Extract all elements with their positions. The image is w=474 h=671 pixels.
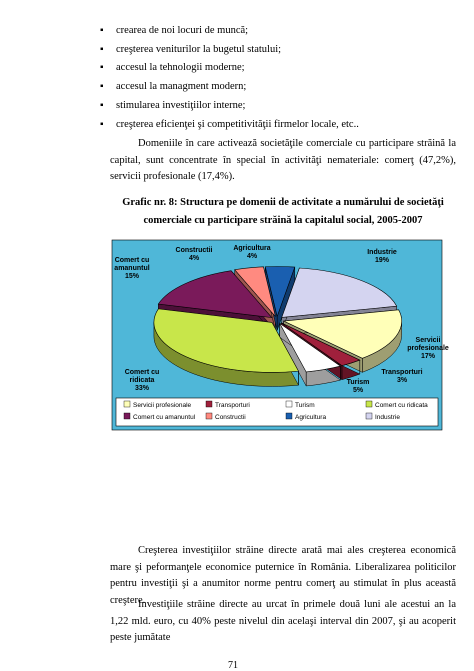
slice-label-comert-cu-amanuntul: Comert cu amanuntul 15%: [114, 257, 150, 280]
paragraph-growth: Creşterea investiţiilor străine directe arată mai ales creşterea economică mare şi peformanţele economice puternice în România. Liberalizarea politicilor pentru investiţii şi a anumitor norme pentru comerţ au stimulat în plus această creştere.: [110, 545, 456, 606]
legend-label-comert-cu-amanuntul: Comert cu amanuntul: [133, 414, 196, 421]
legend-label-agricultura: Agricultura: [295, 414, 327, 421]
chart-caption: [110, 194, 456, 230]
slice-label-industrie: Industrie 19%: [367, 249, 397, 264]
caption-line-2: comerciale cu participare străină la capitalul social, 2005-2007: [143, 215, 423, 226]
legend-label-comert-cu-ridicata: Comert cu ridicata: [375, 402, 428, 409]
pie-chart: [112, 240, 449, 430]
paragraph-investments: Investiţiile străine directe au urcat în primele două luni ale acestui an la 1,22 mld. euro, cu 40% peste nivelul din acelaşi interval din 2007, şi au acoperit peste jumătate: [110, 599, 456, 643]
list-item: ▪ accesul la managment modern;: [100, 78, 460, 97]
slice-label-turism: Turism 5%: [346, 379, 370, 394]
legend-label-servicii-profesionale: Servicii profesionale: [133, 402, 192, 409]
legend-swatch-industrie: [366, 413, 372, 419]
paragraph-domains: Domeniile în care activează societăţile comerciale cu participare străină la capital, sunt concentrate în special în activităţi nemateriale: comerţ (47,2%), servicii profesionale (17,4%).: [110, 138, 456, 182]
slice-label-agricultura: Agricultura 4%: [233, 245, 271, 260]
bullet-list: [100, 22, 460, 134]
page-number: 71: [228, 660, 238, 671]
list-item: ▪ creşterea eficienţei şi competitivităţii firmelor locale, etc..: [100, 116, 460, 135]
slice-label-comert-cu-ridicata: Comert cu ridicata 33%: [124, 369, 160, 392]
list-item: ▪ accesul la tehnologii moderne;: [100, 59, 460, 78]
legend-label-constructii: Constructii: [215, 414, 246, 421]
chart-legend: [116, 398, 438, 426]
legend-swatch-comert-cu-amanuntul: [124, 413, 130, 419]
legend-swatch-agricultura: [286, 413, 292, 419]
list-item: ▪ creşterea veniturilor la bugetul statului;: [100, 41, 460, 60]
legend-label-turism: Turism: [295, 402, 315, 409]
legend-swatch-servicii-profesionale: [124, 401, 130, 407]
list-item: ▪ stimularea investiţiilor interne;: [100, 97, 460, 116]
legend-label-transporturi: Transporturi: [215, 402, 250, 409]
legend-swatch-transporturi: [206, 401, 212, 407]
list-item: ▪ crearea de noi locuri de muncă;: [100, 22, 460, 41]
legend-swatch-constructii: [206, 413, 212, 419]
slice-label-servicii-profesionale: Servicii profesionale 17%: [407, 337, 449, 360]
caption-line-1: Grafic nr. 8: Structura pe domenii de activitate a numărului de societăţi: [122, 197, 444, 208]
slice-label-constructii: Constructii 4%: [175, 247, 213, 262]
legend-swatch-comert-cu-ridicata: [366, 401, 372, 407]
slice-label-transporturi: Transporturi 3%: [381, 369, 423, 384]
legend-label-industrie: Industrie: [375, 414, 400, 421]
legend-swatch-turism: [286, 401, 292, 407]
